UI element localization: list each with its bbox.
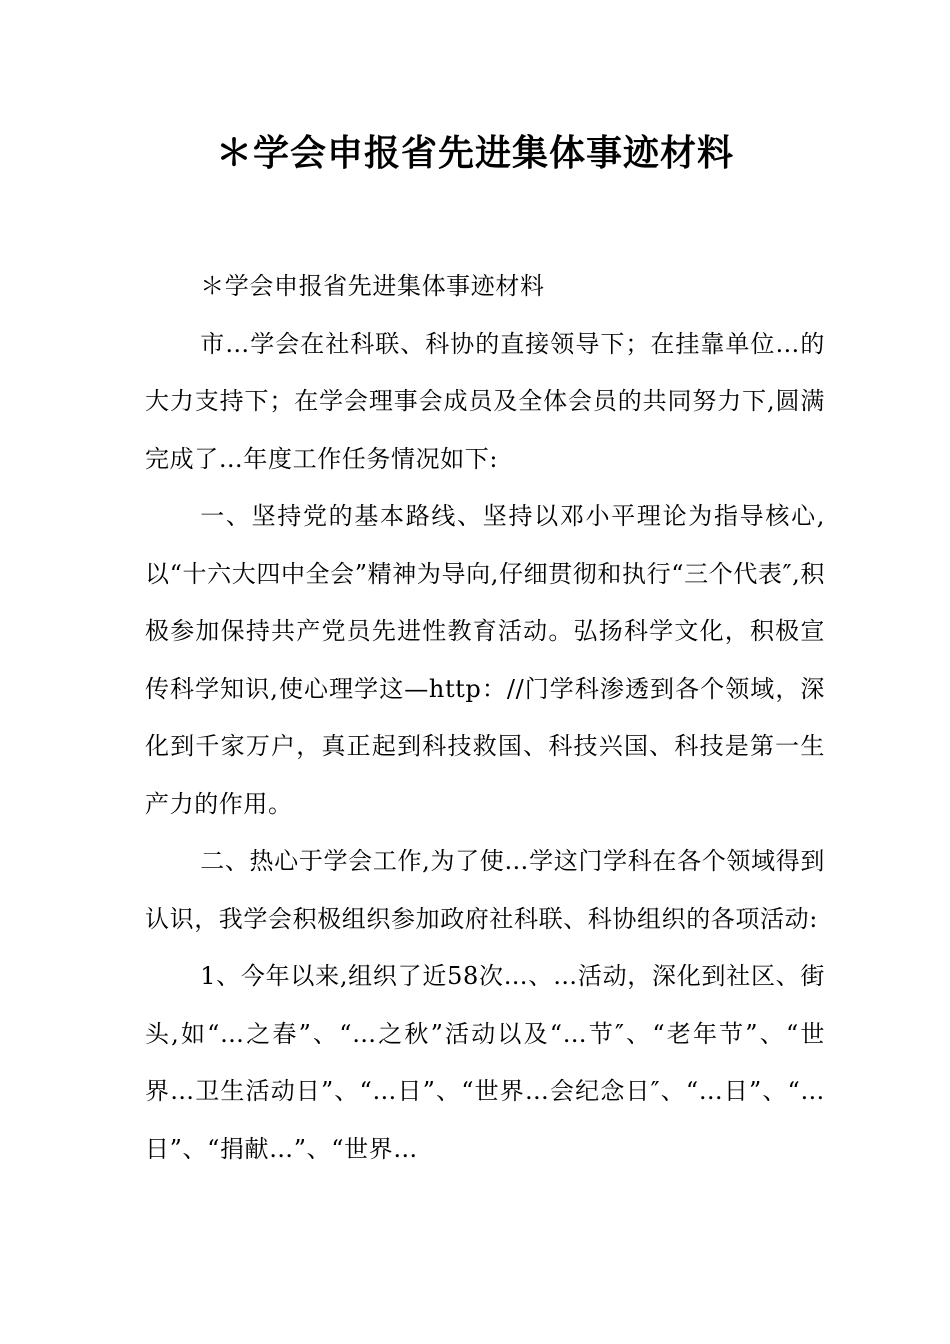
paragraph-intro: 市…学会在社科联、科协的直接领导下；在挂靠单位…的大力支持下；在学会理事会成员及全体会员的共同努力下,圆满完成了…年度工作任务情况如下:	[145, 329, 825, 473]
document-body	[145, 258, 825, 1178]
paragraph-subtitle: ＊学会申报省先进集体事迹材料	[200, 272, 545, 300]
document-title: ＊学会申报省先进集体事迹材料	[215, 133, 734, 174]
paragraph-section-one: 一、坚持党的基本路线、坚持以邓小平理论为指导核心,以“十六大四中全会”精神为导向,仔细贯彻和执行“三个代表″,积极参加保持共产党员先进性教育活动。弘扬科学文化，积极宣传科学知识,使心理学这—http：//门学科渗透到各个领域，深化到千家万户，真正起到科技救国、科技兴国、科技是第一生产力的作用。	[145, 502, 825, 818]
paragraph-item-one: 1、今年以来,组织了近58次…、…活动，深化到社区、街头,如“…之春”、“…之秋”活动以及“…节″、“老年节”、“世界…卫生活动日”、“…日”、“世界…会纪念日″、“…日”、“…日”、“捐献…”、“世界…	[145, 962, 825, 1163]
paragraph-section-two: 二、热心于学会工作,为了使…学这门学科在各个领域得到认识，我学会积极组织参加政府社科联、科协组织的各项活动:	[145, 847, 825, 933]
